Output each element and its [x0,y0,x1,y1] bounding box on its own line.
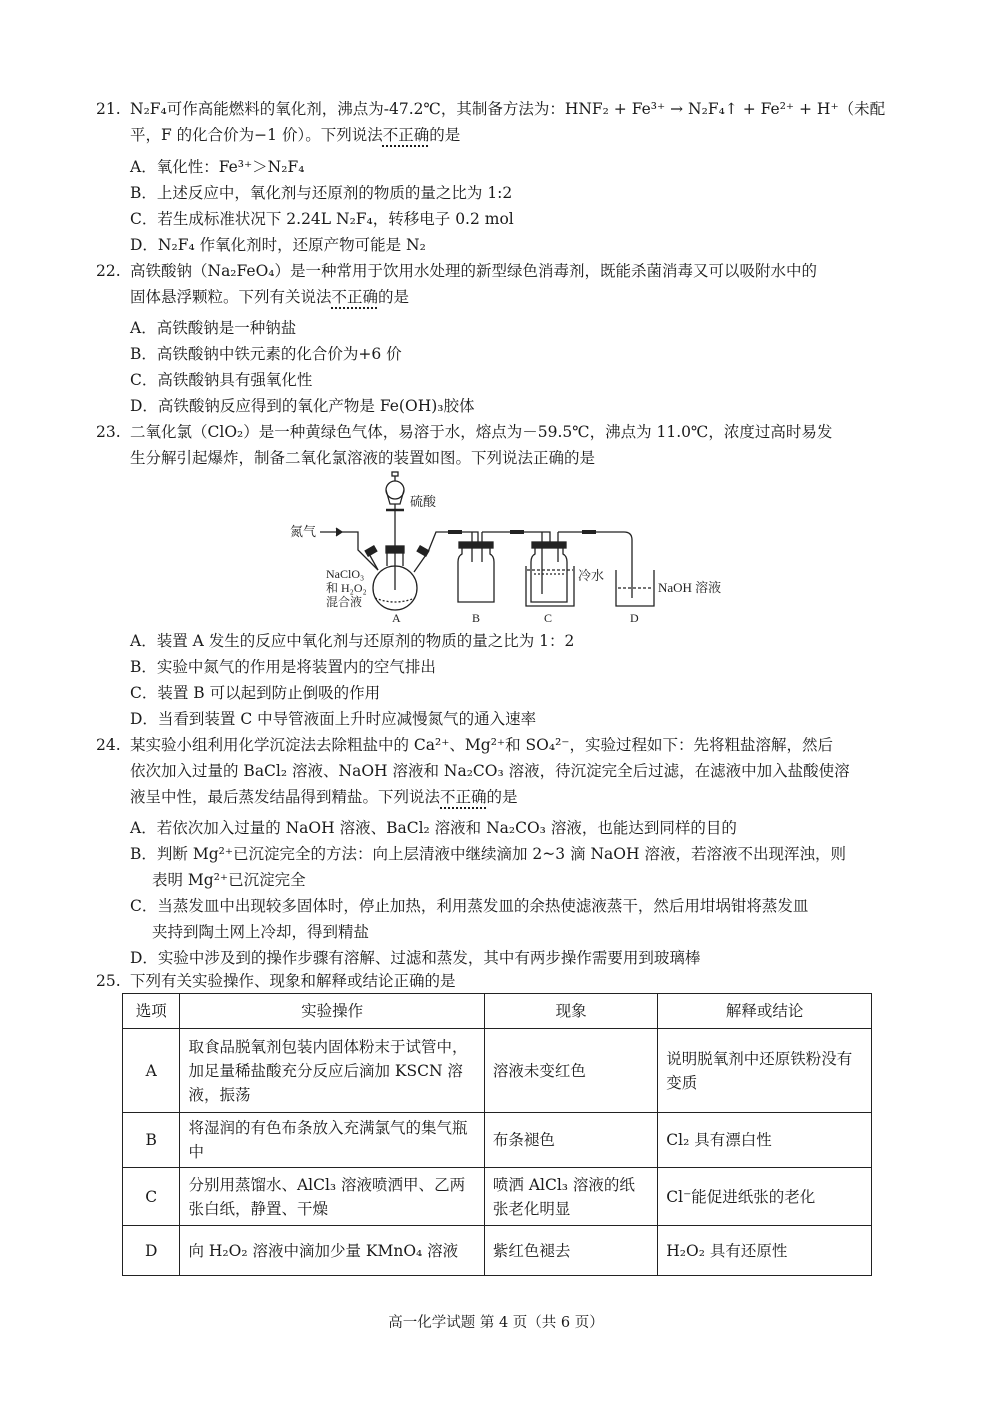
option-d: D．当看到装置 C 中导管液面上升时应减慢氮气的通入速率 [130,710,537,728]
option-b: B．高铁酸钠中铁元素的化合价为+6 价 [130,345,402,363]
cold-water-label: 冷水 [578,568,605,583]
stem-text: 的是 [486,788,518,806]
emphasis-text: 不正确 [382,126,430,144]
option-b-continued: 表明 Mg²⁺已沉淀完全 [152,871,306,889]
header-phenomenon: 现象 [484,994,657,1029]
stem-line: 依次加入过量的 BaCl₂ 溶液、NaOH 溶液和 Na₂CO₃ 溶液，待沉淀完全后过滤，在滤液中加入盐酸使溶 [130,762,850,780]
table-header-row [123,994,872,1029]
stem-line [130,284,906,310]
table-row [123,1029,872,1113]
cell-operation: 将湿润的有色布条放入充满氯气的集气瓶中 [180,1113,484,1168]
option-d: D．实验中涉及到的操作步骤有溶解、过滤和蒸发，其中有两步操作需要用到玻璃棒 [130,949,701,967]
option-d: D．N₂F₄ 作氧化剂时，还原产物可能是 N₂ [130,236,426,254]
label-d: D [630,611,639,625]
option-c-continued: 夹持到陶土网上冷却，得到精盐 [152,923,370,941]
question-24 [96,732,906,810]
stem-line: 某实验小组利用化学沉淀法去除粗盐中的 Ca²⁺、Mg²⁺和 SO₄²⁻，实验过程如下：先将粗盐溶解，然后 [130,736,833,754]
mix-label-1: NaClO₃ [326,567,365,581]
experiment-table [122,993,872,1276]
stem-line: 生分解引起爆炸，制备二氧化氯溶液的装置如图。下列说法正确的是 [130,449,596,467]
mix-label-3: 混合液 [326,595,363,609]
apparatus-diagram [282,470,752,630]
cell-operation: 取食品脱氧剂包装内固体粉末于试管中，加足量稀盐酸充分反应后滴加 KSCN 溶液，振荡 [180,1029,484,1113]
question-number: 22. [96,262,121,280]
page-footer: 高一化学试题 第 4 页（共 6 页） [388,1315,604,1331]
cell-phenomenon: 布条褪色 [484,1113,657,1168]
label-b: B [472,611,481,625]
table-row [123,1226,872,1276]
question-stem [130,96,906,148]
stem-text: 平，F 的化合价为−1 价）。下列说法 [130,126,383,144]
stem-text: 液呈中性，最后蒸发结晶得到精盐。下列说法 [130,788,441,806]
stem-line [130,122,906,148]
question-23 [96,419,906,471]
cell-conclusion: Cl₂ 具有漂白性 [658,1113,872,1168]
emphasis-text: 不正确 [440,788,487,806]
option-b: B．上述反应中，氧化剂与还原剂的物质的量之比为 1:2 [130,184,513,202]
question-25 [96,968,906,994]
cell-option: C [123,1168,180,1226]
cell-conclusion: 说明脱氧剂中还原铁粉没有变质 [658,1029,872,1113]
question-stem [130,732,906,810]
question-21 [96,96,906,148]
label-c: C [544,611,553,625]
cell-conclusion: H₂O₂ 具有还原性 [658,1226,872,1276]
cell-operation: 向 H₂O₂ 溶液中滴加少量 KMnO₄ 溶液 [180,1226,484,1276]
beaker-d [616,570,654,606]
question-stem: 下列有关实验操作、现象和解释或结论正确的是 [130,972,456,990]
cell-option: B [123,1113,180,1168]
stem-line: N₂F₄可作高能燃料的氧化剂，沸点为-47.2℃，其制备方法为：HNF₂ + Fe³⁺ → N₂F₄↑ + Fe²⁺ + H⁺（未配 [130,100,886,118]
option-a: A．若依次加入过量的 NaOH 溶液、BaCl₂ 溶液和 Na₂CO₃ 溶液，也能达到同样的目的 [130,819,737,837]
option-a: A．装置 A 发生的反应中氧化剂与还原剂的物质的量之比为 1：2 [130,632,575,650]
table-row [123,1168,872,1226]
nitrogen-label: 氮气 [290,524,317,539]
question-stem [130,258,906,310]
cell-phenomenon: 紫红色褪去 [484,1226,657,1276]
cell-option: D [123,1226,180,1276]
header-option: 选项 [123,994,180,1029]
stem-line: 二氧化氯（ClO₂）是一种黄绿色气体，易溶于水，熔点为－59.5℃，沸点为 11.0℃，浓度过高时易发 [130,423,833,441]
stem-line: 高铁酸钠（Na₂FeO₄）是一种常用于饮用水处理的新型绿色消毒剂，既能杀菌消毒又可以吸附水中的 [130,262,818,280]
mix-label-2: 和 H₂O₂ [326,581,367,595]
naoh-label: NaOH 溶液 [658,580,722,595]
header-operation: 实验操作 [180,994,484,1029]
flask-a [365,542,429,610]
separatory-funnel [386,472,404,542]
sulfuric-label: 硫酸 [410,494,437,509]
option-c: C．当蒸发皿中出现较多固体时，停止加热，利用蒸发皿的余热使滤液蒸干，然后用坩埚钳将蒸发皿 [130,897,809,915]
bottle-c [526,532,574,606]
option-b: B．实验中氮气的作用是将装置内的空气排出 [130,658,436,676]
option-a: A．高铁酸钠是一种钠盐 [130,319,297,337]
question-number: 21. [96,100,121,118]
option-c: C．若生成标准状况下 2.24L N₂F₄，转移电子 0.2 mol [130,210,514,228]
option-c: C．高铁酸钠具有强氧化性 [130,371,313,389]
question-22 [96,258,906,310]
question-number: 25. [96,972,121,990]
bottle-b [458,532,494,602]
option-b: B．判断 Mg²⁺已沉淀完全的方法：向上层清液中继续滴加 2~3 滴 NaOH 溶液，若溶液不出现浑浊，则 [130,845,846,863]
cell-option: A [123,1029,180,1113]
question-number: 23. [96,423,121,441]
table-row [123,1113,872,1168]
cell-conclusion: Cl⁻能促进纸张的老化 [658,1168,872,1226]
question-number: 24. [96,736,121,754]
option-d: D．高铁酸钠反应得到的氧化产物是 Fe(OH)₃胶体 [130,397,475,415]
stem-text: 的是 [429,126,461,144]
stem-line [130,784,906,810]
emphasis-text: 不正确 [331,288,379,306]
stem-text: 固体悬浮颗粒。下列有关说法 [130,288,332,306]
label-a: A [392,611,401,625]
stem-text: 的是 [378,288,410,306]
cell-operation: 分别用蒸馏水、AlCl₃ 溶液喷洒甲、乙两张白纸，静置、干燥 [180,1168,484,1226]
option-a: A．氧化性：Fe³⁺＞N₂F₄ [130,158,305,176]
cell-phenomenon: 溶液未变红色 [484,1029,657,1113]
header-conclusion: 解释或结论 [658,994,872,1029]
cell-phenomenon: 喷洒 AlCl₃ 溶液的纸张老化明显 [484,1168,657,1226]
option-c: C．装置 B 可以起到防止倒吸的作用 [130,684,381,702]
question-stem [130,419,906,471]
